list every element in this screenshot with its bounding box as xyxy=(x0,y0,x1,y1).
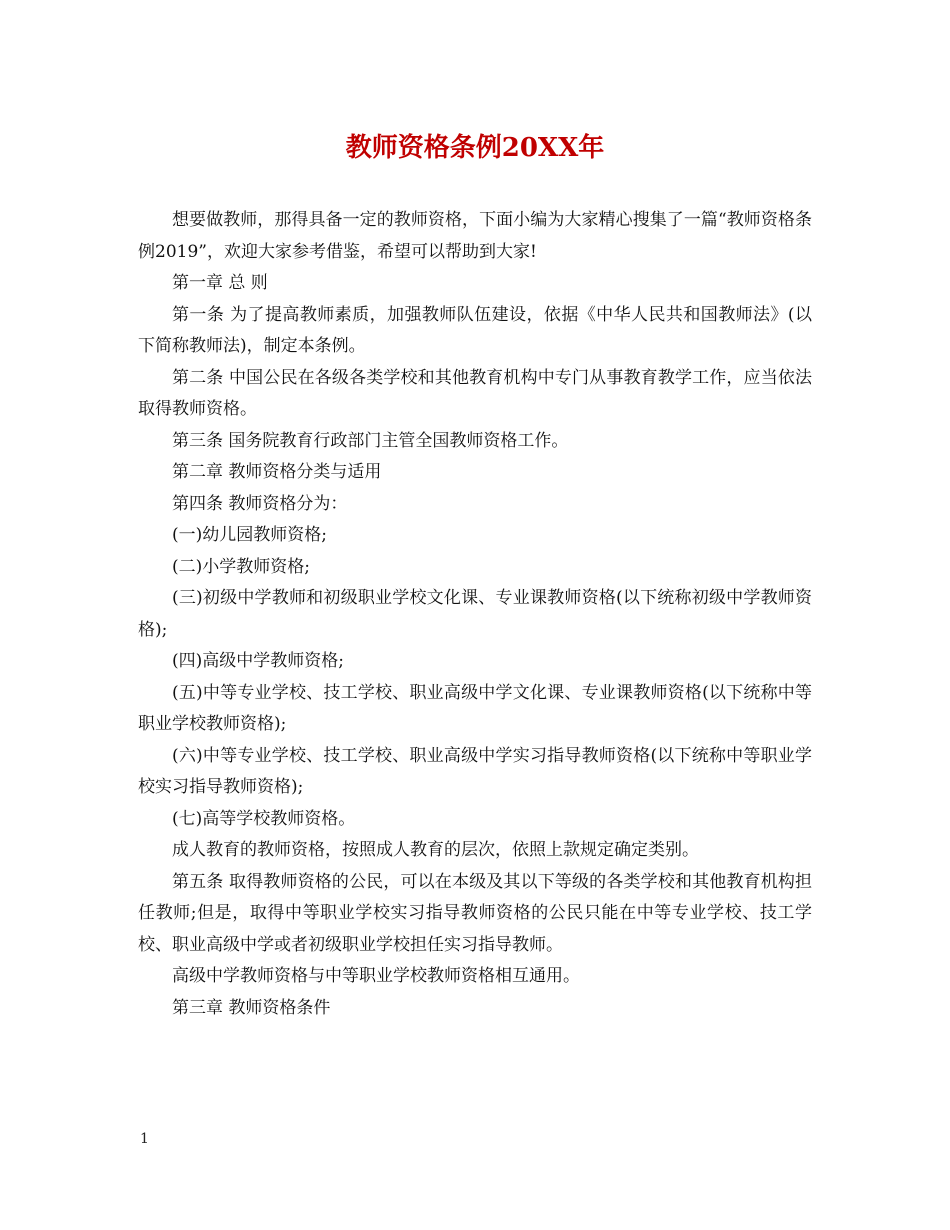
page-number: 1 xyxy=(140,1131,149,1147)
paragraph-mutual-recognition: 高级中学教师资格与中等职业学校教师资格相互通用。 xyxy=(172,966,580,986)
paragraph-intro: 想要做教师，那得具备一定的教师资格，下面小编为大家精心搜集了一篇“教师资格条例2019”，欢迎大家参考借鉴，希望可以帮助到大家! xyxy=(138,210,812,262)
paragraph-adult-education: 成人教育的教师资格，按照成人教育的层次，依照上款规定确定类别。 xyxy=(172,840,699,860)
document-title: 教师资格条例20XX年 xyxy=(345,133,605,163)
paragraph-item-4: (四)高级中学教师资格; xyxy=(172,651,344,671)
paragraph-chapter-2: 第二章 教师资格分类与适用 xyxy=(172,462,382,482)
paragraph-item-7: (七)高等学校教师资格。 xyxy=(172,808,356,829)
paragraph-item-3: (三)初级中学教师和初级职业学校文化课、专业课教师资格(以下统称初级中学教师资格); xyxy=(138,588,812,640)
document-body xyxy=(138,205,812,1024)
paragraph-article-1: 第一条 为了提高教师素质，加强教师队伍建设，依据《中华人民共和国教师法》(以下简称教师法)，制定本条例。 xyxy=(138,304,812,356)
paragraph-article-4: 第四条 教师资格分为： xyxy=(172,493,348,514)
paragraph-article-3: 第三条 国务院教育行政部门主管全国教师资格工作。 xyxy=(172,430,569,451)
paragraph-chapter-1: 第一章 总 则 xyxy=(172,273,268,293)
paragraph-chapter-3: 第三章 教师资格条件 xyxy=(172,997,331,1018)
paragraph-item-2: (二)小学教师资格; xyxy=(172,556,310,577)
paragraph-item-5: (五)中等专业学校、技工学校、职业高级中学文化课、专业课教师资格(以下统称中等职业学校教师资格); xyxy=(138,682,812,734)
paragraph-item-1: (一)幼儿园教师资格; xyxy=(172,525,327,545)
paragraph-item-6: (六)中等专业学校、技工学校、职业高级中学实习指导教师资格(以下统称中等职业学校实习指导教师资格); xyxy=(138,745,812,797)
paragraph-article-5: 第五条 取得教师资格的公民，可以在本级及其以下等级的各类学校和其他教育机构担任教师;但是，取得中等职业学校实习指导教师资格的公民只能在中等专业学校、技工学校、职业高级中学或者初级职业学校担任实习指导教师。 xyxy=(138,871,812,955)
paragraph-article-2: 第二条 中国公民在各级各类学校和其他教育机构中专门从事教育教学工作，应当依法取得教师资格。 xyxy=(138,367,812,419)
